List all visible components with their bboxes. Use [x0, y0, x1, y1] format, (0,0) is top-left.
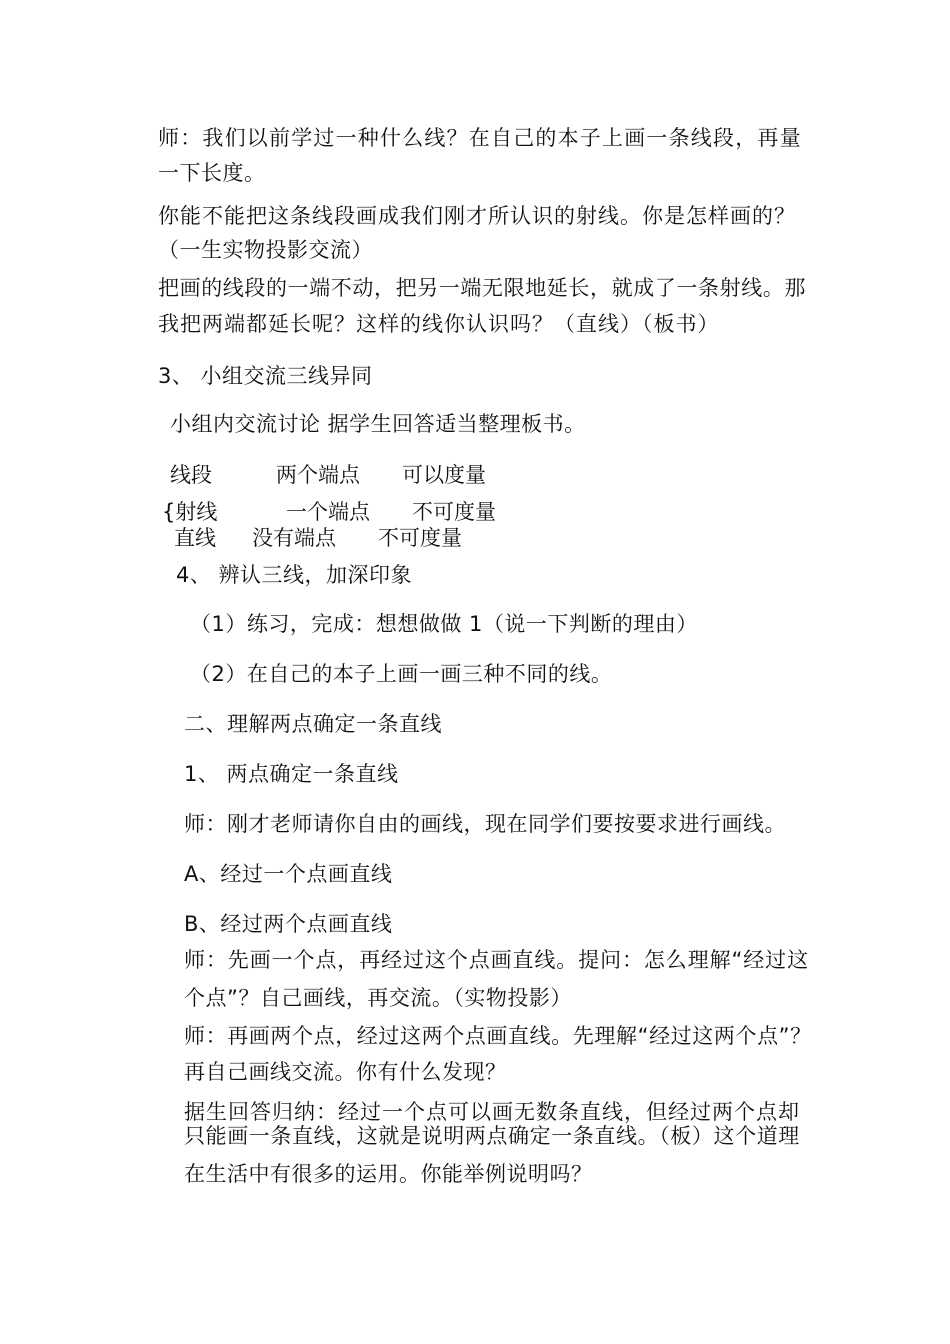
section-heading: 1、 两点确定一条直线 — [184, 762, 399, 786]
table-cell: 不可度量 — [378, 526, 462, 550]
text-line: 我把两端都延长呢？这样的线你认识吗？（直线）（板书） — [158, 312, 720, 336]
text-line: 你能不能把这条线段画成我们刚才所认识的射线。你是怎样画的？ — [158, 204, 796, 228]
table-cell: 两个端点 — [276, 463, 360, 487]
text-line: （1）练习，完成：想想做做 1（说一下判断的理由） — [190, 612, 698, 636]
text-line: 只能画一条直线，这就是说明两点确定一条直线。（板）这个道理 — [184, 1124, 800, 1148]
table-cell: 不可度量 — [412, 500, 496, 524]
text-line: 师：刚才老师请你自由的画线，现在同学们要按要求进行画线。 — [184, 812, 786, 836]
text-line: 把画的线段的一端不动，把另一端无限地延长，就成了一条射线。那 — [158, 276, 806, 300]
text-line: 再自己画线交流。你有什么发现？ — [184, 1060, 507, 1084]
text-line: 据生回答归纳：经过一个点可以画无数条直线，但经过两个点却 — [184, 1100, 800, 1124]
text-line: 小组内交流讨论 据学生回答适当整理板书。 — [170, 412, 586, 436]
table-cell: 没有端点 — [252, 526, 336, 550]
table-cell: 线段 — [170, 463, 212, 487]
section-heading: 4、 辨认三线，加深印象 — [176, 563, 413, 587]
text-line: 个点”？自己画线，再交流。（实物投影） — [184, 986, 572, 1010]
text-line: （2）在自己的本子上画一画三种不同的线。 — [190, 662, 613, 686]
text-line: 师：先画一个点，再经过这个点画直线。提问：怎么理解“经过这 — [184, 948, 809, 972]
text-line: 在生活中有很多的运用。你能举例说明吗？ — [184, 1162, 593, 1186]
section-heading: 3、 小组交流三线异同 — [158, 364, 373, 388]
table-cell: 直线 — [174, 526, 216, 550]
section-heading: 二、理解两点确定一条直线 — [184, 712, 442, 736]
table-cell: 一个端点 — [286, 500, 370, 524]
text-line: 师：再画两个点，经过这两个点画直线。先理解“经过这两个点”？ — [184, 1024, 812, 1048]
table-cell: 可以度量 — [402, 463, 486, 487]
text-line: A、经过一个点画直线 — [184, 862, 393, 886]
text-line: 一下长度。 — [158, 161, 266, 185]
text-line: B、经过两个点画直线 — [184, 912, 393, 936]
table-cell: {射线 — [162, 500, 218, 524]
text-line: （一生实物投影交流） — [158, 238, 373, 262]
text-line: 师：我们以前学过一种什么线？在自己的本子上画一条线段，再量 — [158, 126, 802, 150]
